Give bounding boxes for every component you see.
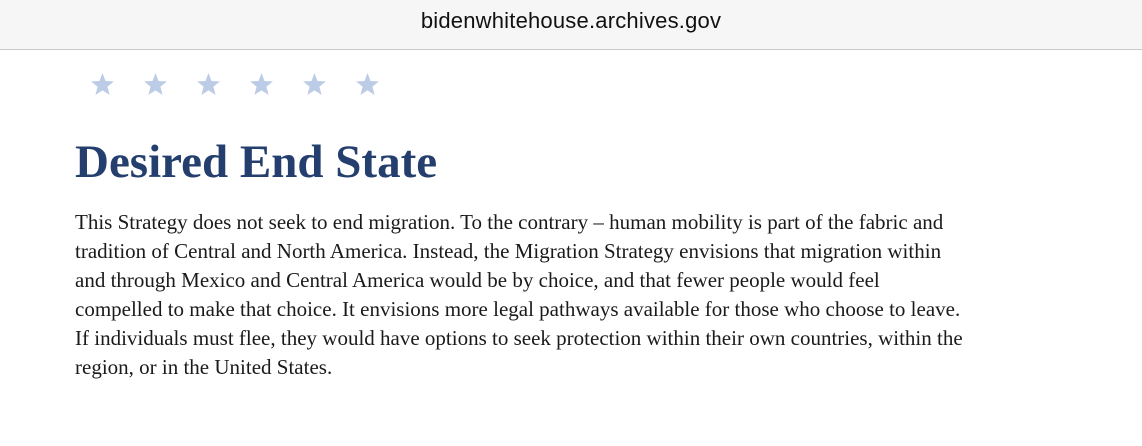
browser-address-bar[interactable] [0,0,1142,50]
paragraph-line: compelled to make that choice. It envisions more legal pathways available for those who choose to leave. [75,297,961,321]
body-paragraph [75,208,1085,382]
paragraph-line: This Strategy does not seek to end migration. To the contrary – human mobility is part of the fabric and [75,210,944,234]
url-display[interactable]: bidenwhitehouse.archives.gov [420,8,722,33]
paragraph-line: region, or in the United States. [75,355,333,379]
star-icon [196,72,221,97]
paragraph-line: and through Mexico and Central America would be by choice, and that fewer people would feel [75,268,880,292]
star-icon [355,72,380,97]
star-icon [249,72,274,97]
section-heading: Desired End State [75,136,438,188]
decorative-star-row [90,72,380,112]
paragraph-line: tradition of Central and North America. Instead, the Migration Strategy envisions that migration within [75,239,942,263]
star-icon [143,72,168,97]
star-icon [90,72,115,97]
star-icon [302,72,327,97]
paragraph-line: If individuals must flee, they would have options to seek protection within their own countries, within the [75,326,963,350]
